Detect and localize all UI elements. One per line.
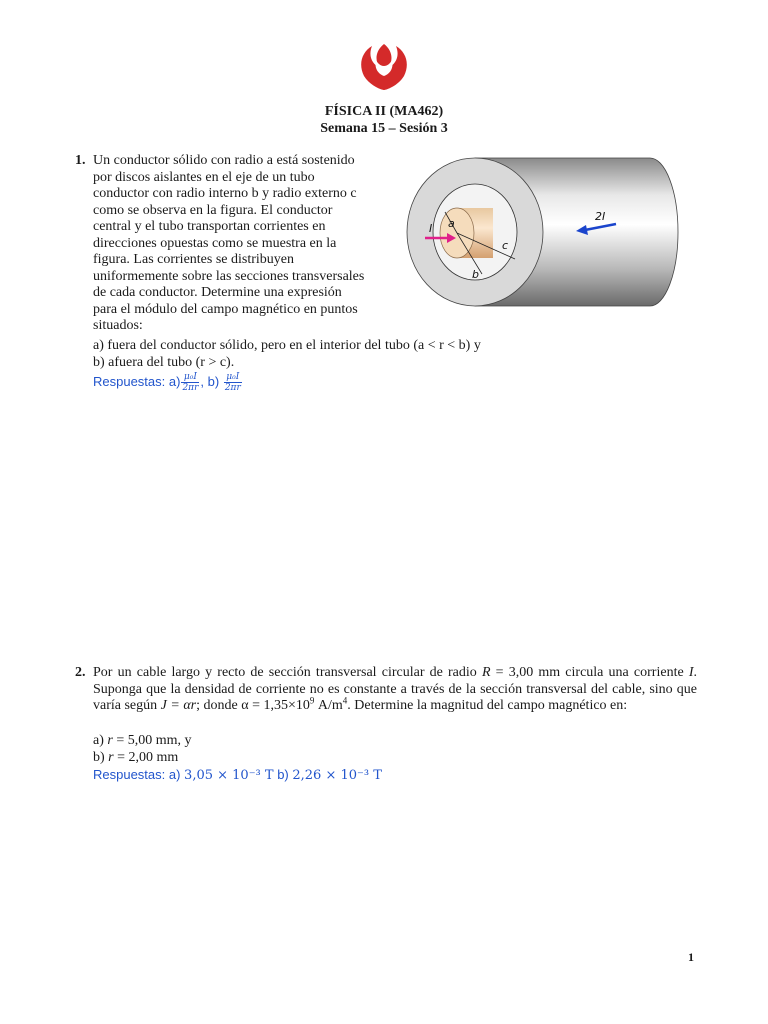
answer-separator: b) — [273, 767, 293, 782]
var-r: r — [108, 750, 114, 765]
text-segment: A/m — [314, 698, 343, 713]
problem-1-line: Un conductor sólido con radio a está sostenido — [93, 153, 355, 168]
var-I: I — [688, 665, 694, 680]
course-title: FÍSICA II (MA462) — [324, 104, 444, 119]
label-outer-current: 2I — [595, 210, 606, 223]
problem-1-line: por discos aislantes en el eje de un tubo — [93, 169, 315, 185]
item-rest: = 2,00 mm — [113, 750, 179, 765]
text-segment: . Suponga que la densidad de corriente no es constante a través de la sección transversal del cable, sino que varía según — [93, 665, 697, 713]
problem-1-line: para el módulo del campo magnético en puntos — [93, 301, 358, 317]
var-J-expr: J = αr — [160, 698, 197, 713]
session-title: Semana 15 – Sesión 3 — [320, 121, 448, 136]
problem-2-item-a — [93, 733, 192, 750]
problem-1-line: situados: — [93, 318, 143, 333]
page-number: 1 — [688, 950, 694, 964]
text-segment: Por un cable largo y recto de sección transversal circular de radio — [93, 665, 482, 680]
item-prefix: a) — [93, 733, 108, 748]
fraction-denominator: 2πr — [182, 383, 199, 393]
var-R: R — [481, 665, 491, 680]
problem-1-statement — [93, 153, 393, 335]
problem-2-answers — [93, 767, 382, 783]
answer-b-fraction — [224, 372, 242, 393]
var-r: r — [107, 733, 113, 748]
problem-1-line: direcciones opuestas como se muestra en la — [93, 235, 337, 251]
problem-1-answers — [93, 372, 243, 393]
problem-2-number: 2. — [75, 665, 86, 680]
problem-1-line: uniformemente sobre las secciones transversales — [93, 268, 365, 284]
university-logo-icon — [354, 38, 414, 92]
exponent: 9 — [309, 695, 315, 706]
exponent: 4 — [342, 695, 348, 706]
label-b: b — [472, 268, 479, 281]
answer-b-value: 2,26 × 10⁻³ T — [292, 768, 382, 783]
problem-2-statement — [93, 665, 697, 715]
coaxial-conductor-figure — [405, 156, 681, 308]
label-c: c — [502, 239, 509, 252]
item-rest: = 5,00 mm, y — [112, 733, 192, 748]
answer-label: Respuestas: a) — [93, 767, 185, 782]
fraction-denominator: 2πr — [224, 383, 241, 393]
text-segment: . Determine la magnitud del campo magnético en: — [347, 698, 628, 713]
answer-label: Respuestas: a) — [93, 373, 181, 389]
fraction-numerator: μ₀I — [181, 372, 199, 383]
problem-1-item-b: b) afuera del tubo (r > c). — [93, 355, 235, 370]
problem-1-number: 1. — [75, 153, 86, 168]
problem-2-item-b — [93, 750, 178, 767]
fraction-numerator: μ₀I — [224, 372, 242, 383]
answer-a-fraction — [181, 372, 199, 393]
answer-a-value: 3,05 × 10⁻³ T — [184, 768, 274, 783]
label-inner-current: I — [429, 222, 433, 235]
problem-1-item-a: a) fuera del conductor sólido, pero en el interior del tubo (a < r < b) y — [93, 338, 481, 353]
text-segment: = 3,00 mm circula una corriente — [490, 665, 689, 680]
problem-1-line: de cada conductor. Determine una expresión — [93, 285, 342, 300]
problem-1-line: central y el tubo transportan corrientes en — [93, 219, 326, 234]
problem-1-line: figura. Las corrientes se distribuyen — [93, 252, 294, 267]
problem-1-line: como se observa en la figura. El conductor — [93, 202, 333, 218]
text-segment: ; donde α = 1,35×10 — [196, 698, 310, 713]
answer-separator: , b) — [200, 373, 220, 389]
label-a: a — [448, 217, 455, 230]
item-prefix: b) — [93, 750, 109, 765]
problem-1-line: conductor con radio interno b y radio externo c — [93, 186, 357, 201]
